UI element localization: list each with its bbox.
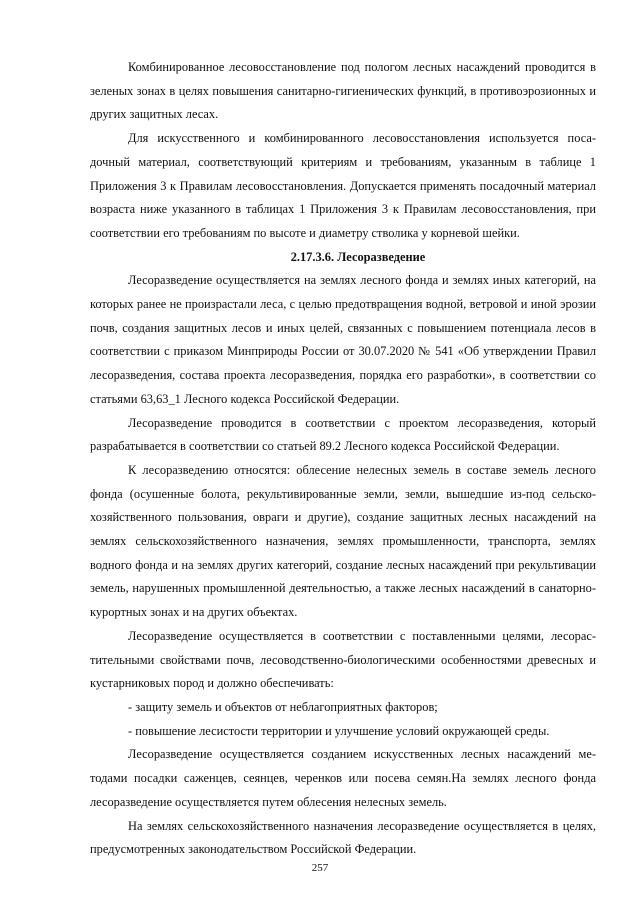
page-body <box>90 56 596 862</box>
paragraph: Лесоразведение осуществляется в соответствии с поставленными целями, лесорастительными свойствами почв, лесоводственно-биологическими особенностями древесных и кустарниковых пород и должно обеспечивать: <box>90 628 596 691</box>
paragraph: Для искусственного и комбинированного лесовосстановления используется посадочный материал, соответствующий критериям и требованиям, указанным в таблице 1 Приложения 3 к Правилам лесовосстановления. Допускается применять посадочный материал возраста ниже указанного в таблицах 1 Приложения 3 к Правилам лесовосстановления, при соответствии его требованиям по высоте и диаметру стволика у корневой шейки. <box>90 131 596 240</box>
paragraph: К лесоразведению относятся: облесение нелесных земель в составе земель лесного фонда (осушенные болота, рекультивированные земли, земли, вышедшие из-под сельскохозяйственного пользования, овраги и другие), создание защитных лесных насаждений на землях сельскохозяйственного назначения, землях промышленности, транспорта, землях водного фонда и на землях других категорий, создание лесных насаждений при рекультивации земель, нарушенных промышленной деятельностью, а также лесных насаждений в санаторно-курортных зонах и на других объектах. <box>90 462 596 620</box>
paragraph: Комбинированное лесовосстановление под пологом лесных насаждений проводится в зеленых зонах в целях повышения санитарно-гигиенических функций, в противоэрозионных и других защитных лесах. <box>90 60 596 122</box>
paragraph: Лесоразведение проводится в соответствии с проектом лесоразведения, который разрабатывается в соответствии со статьей 89.2 Лесного кодекса Российской Федерации. <box>90 415 596 454</box>
paragraph: Лесоразведение осуществляется на землях лесного фонда и землях иных категорий, на которых ранее не произрастали леса, с целью предотвращения водной, ветровой и иной эрозии почв, создания защитных лесов и иных целей, связанных с повышением потенциала лесов в соответствии с приказом Минприроды России от 30.07.2020 № 541 «Об утверждении Правил лесоразведения, состава проекта лесоразведения, порядка его разработки», в соответствии со статьями 63,63_1 Лесного кодекса Российской Федерации. <box>90 273 596 406</box>
paragraph: На землях сельскохозяйственного назначения лесоразведение осуществляется в целях, предусмотренных законодательством Российской Федерации. <box>90 818 596 857</box>
paragraph: Лесоразведение осуществляется созданием искусственных лесных насаждений методами посадки саженцев, сеянцев, черенков или посева семян.На землях лесного фонда лесоразведение осуществляется путем облесения нелесных земель. <box>90 747 596 809</box>
list-item: - повышение лесистости территории и улучшение условий окружающей среды. <box>128 723 550 738</box>
page-number: 257 <box>311 862 329 874</box>
list-item: - защиту земель и объектов от неблагоприятных факторов; <box>128 699 438 714</box>
section-heading: 2.17.3.6. Лесоразведение <box>290 249 426 264</box>
